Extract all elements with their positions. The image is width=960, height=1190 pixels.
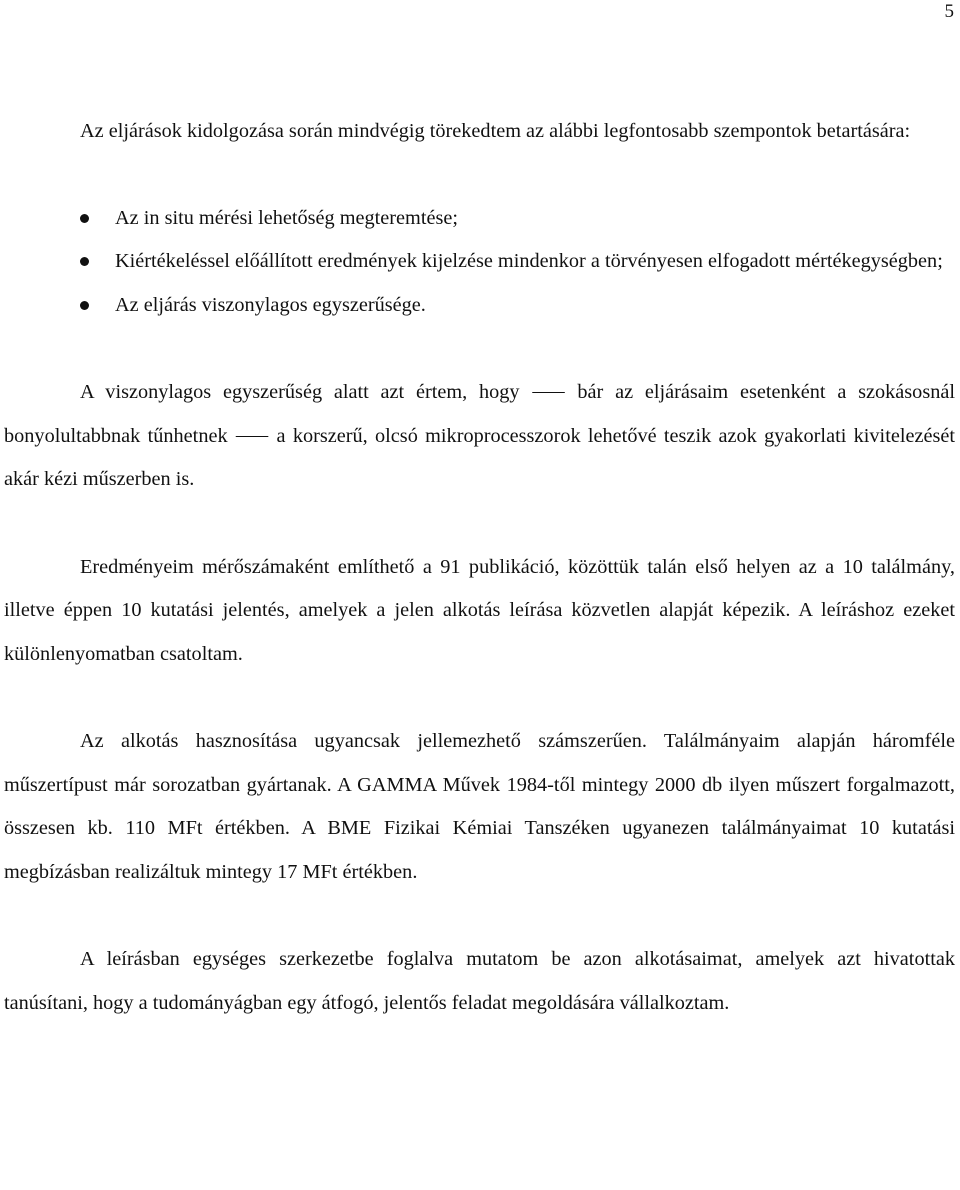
- utilization-paragraph: Az alkotás hasznosítása ugyancsak jellemezhető számszerűen. Találmányaim alapján háromféle műszertípust már sorozatban gyártanak. A GAMMA Művek 1984-től mintegy 2000 db ilyen műszert forgalmazott, összesen kb. 110 MFt értékben. A BME Fizikai Kémiai Tanszéken ugyanezen találmányaimat 10 kutatási megbízásban realizáltuk mintegy 17 MFt értékben.: [4, 730, 955, 883]
- list-item: [4, 284, 955, 328]
- list-item: [4, 240, 955, 284]
- criteria-list: [4, 197, 955, 328]
- document-body: [4, 110, 955, 1025]
- page-number: 5: [944, 1, 954, 22]
- simplicity-paragraph: A viszonylagos egyszerűség alatt azt értem, hogy ⸺ bár az eljárásaim esetenként a szokásosnál bonyolultabbnak tűnhetnek ⸺ a korszerű, olcsó mikroprocesszorok lehetővé teszik azok gyakorlati kivitelezését akár kézi műszerben is.: [4, 381, 955, 490]
- intro-paragraph: Az eljárások kidolgozása során mindvégig törekedtem az alábbi legfontosabb szempontok betartására:: [80, 120, 911, 142]
- results-paragraph: Eredményeim mérőszámaként említhető a 91 publikáció, közöttük talán első helyen az a 10 találmány, illetve éppen 10 kutatási jelentés, amelyek a jelen alkotás leírása közvetlen alapját képezik. A leíráshoz ezeket különlenyomatban csatoltam.: [4, 555, 955, 665]
- list-item-text: Kiértékeléssel előállított eredmények kijelzése mindenkor a törvényesen elfogadott mértékegységben;: [115, 250, 943, 272]
- summary-paragraph: A leírásban egységes szerkezetbe foglalva mutatom be azon alkotásaimat, amelyek azt hivatottak tanúsítani, hogy a tudományágban egy átfogó, jelentős feladat megoldására vállalkoztam.: [4, 948, 955, 1014]
- list-item: [4, 197, 955, 241]
- bullet-icon: [80, 257, 89, 266]
- bullet-icon: [80, 214, 89, 223]
- list-item-text: Az eljárás viszonylagos egyszerűsége.: [115, 293, 426, 316]
- list-item-text: Az in situ mérési lehetőség megteremtése;: [115, 206, 458, 229]
- bullet-icon: [80, 301, 89, 310]
